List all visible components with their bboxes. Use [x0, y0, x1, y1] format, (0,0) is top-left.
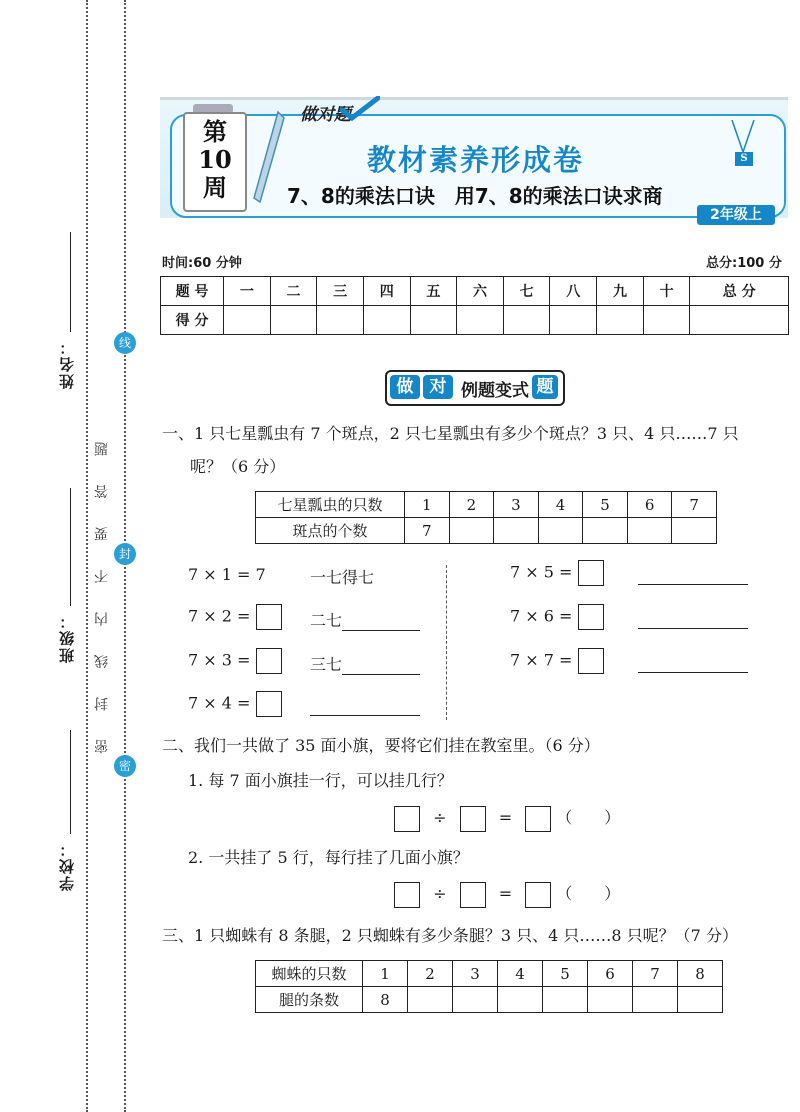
q3-answer-cell[interactable] — [543, 987, 588, 1013]
binding-dotted-line-outer — [86, 0, 88, 1112]
q1-eq6-row — [510, 604, 604, 630]
q1-col: 3 — [494, 492, 539, 518]
q1-text-line1: 一、1 只七星瓢虫有 7 个斑点，2 只七星瓢虫有多少个斑点？3 只、4 只……7 只 — [162, 424, 739, 443]
week-label: 第 — [203, 117, 227, 146]
page-subtitle: 7、8的乘法口诀 用7、8的乘法口诀求商 — [287, 184, 663, 208]
q1-eq7-answer-box[interactable] — [578, 648, 604, 674]
q1-eq6: 7 × 6 = — [510, 606, 573, 626]
seal-mi: 密 — [114, 755, 136, 777]
score-cell[interactable] — [224, 306, 271, 335]
q1-mnemonic2: 二七 — [310, 611, 343, 630]
q3-answer-cell[interactable] — [498, 987, 543, 1013]
q1-col: 1 — [405, 492, 450, 518]
score-table-header-row — [161, 277, 789, 306]
q3-answer-cell[interactable] — [678, 987, 723, 1013]
q2-sub1: 1. 每 7 面小旗挂一行，可以挂几行？ — [188, 771, 453, 790]
page-title: 教材素养形成卷 — [367, 143, 585, 177]
q2-eq1-div: ÷ — [433, 808, 447, 827]
week-unit: 周 — [203, 173, 227, 202]
q1-table — [255, 491, 717, 544]
week-number: 10 — [198, 145, 232, 174]
school-label: 学校： — [58, 840, 76, 891]
q1-eq7: 7 × 7 = — [510, 650, 573, 670]
q2-eq2-unit[interactable]: （ ） — [556, 884, 621, 903]
q1-mnemonic2-blank[interactable] — [342, 612, 420, 631]
q1-table-row2 — [256, 518, 717, 544]
score-header-cell: 十 — [643, 277, 690, 306]
q1-mnemonic2-row — [310, 608, 420, 631]
score-table — [160, 276, 789, 335]
q1-row1-label: 七星瓢虫的只数 — [256, 492, 405, 518]
q3-col: 7 — [633, 961, 678, 987]
grade-tag: 2年级上 — [697, 205, 775, 225]
q3-col: 1 — [363, 961, 408, 987]
series-badge: S — [735, 152, 753, 166]
q1-mnemonic7-blank[interactable] — [638, 654, 748, 673]
q1-col: 7 — [672, 492, 717, 518]
time-info: 时间:60 分钟 — [162, 256, 242, 271]
q3-given: 8 — [363, 987, 408, 1013]
brand-logo: 做对题 — [300, 105, 351, 125]
q1-mnemonic6-blank[interactable] — [638, 610, 748, 629]
q1-mnemonic4-blank[interactable] — [310, 697, 420, 716]
score-cell[interactable] — [317, 306, 364, 335]
q1-row2-label: 斑点的个数 — [256, 518, 405, 544]
score-header-cell: 四 — [363, 277, 410, 306]
q2-eq1-row — [394, 805, 620, 832]
q3-col: 2 — [408, 961, 453, 987]
q2-eq1-box1[interactable] — [394, 806, 420, 832]
q1-col: 4 — [538, 492, 583, 518]
q1-table-row1 — [256, 492, 717, 518]
score-header-cell: 题 号 — [161, 277, 224, 306]
seal-warning: 密 封 线 内 不 要 答 题 — [94, 430, 110, 754]
score-cell[interactable] — [363, 306, 410, 335]
q3-answer-cell[interactable] — [453, 987, 498, 1013]
section-chip-2: 对 — [423, 375, 453, 399]
total-score-info: 总分:100 分 — [706, 256, 782, 271]
q1-col: 2 — [449, 492, 494, 518]
q1-column-divider — [446, 565, 447, 720]
score-header-cell: 二 — [270, 277, 317, 306]
q2-eq1-unit[interactable]: （ ） — [556, 808, 621, 827]
q2-eq2-equals: = — [498, 884, 513, 903]
score-header-cell: 六 — [457, 277, 504, 306]
section-chip-3: 题 — [532, 375, 558, 399]
q3-text: 三、1 只蜘蛛有 8 条腿，2 只蜘蛛有多少条腿？3 只、4 只……8 只呢？（7 分） — [162, 926, 738, 945]
score-cell[interactable] — [457, 306, 504, 335]
q1-eq5: 7 × 5 = — [510, 562, 573, 582]
q1-eq2: 7 × 2 = — [188, 606, 251, 626]
score-header-cell: 七 — [503, 277, 550, 306]
q1-eq1: 7 × 1 = 7 — [188, 565, 266, 584]
q2-eq1-box3[interactable] — [525, 806, 551, 832]
q3-answer-cell[interactable] — [408, 987, 453, 1013]
score-table-score-row — [161, 306, 789, 335]
q1-mnemonic3: 三七 — [310, 655, 343, 674]
week-card — [183, 112, 247, 212]
q3-col: 4 — [498, 961, 543, 987]
badge-strings-icon — [728, 120, 758, 154]
class-label: 班级： — [58, 612, 76, 663]
q2-sub2: 2. 一共挂了 5 行，每行挂了几面小旗？ — [188, 848, 469, 867]
score-header-cell: 三 — [317, 277, 364, 306]
q3-table-row1 — [256, 961, 723, 987]
q3-answer-cell[interactable] — [588, 987, 633, 1013]
q1-eq7-row — [510, 648, 604, 674]
q1-eq2-row — [188, 604, 282, 630]
score-header-cell: 一 — [224, 277, 271, 306]
q1-col: 5 — [583, 492, 628, 518]
score-header-cell: 九 — [597, 277, 644, 306]
q1-mnemonic1: 一七得七 — [310, 568, 375, 587]
q3-col: 3 — [453, 961, 498, 987]
q2-eq1-equals: = — [498, 808, 513, 827]
q1-answer-cell[interactable] — [672, 518, 717, 544]
q3-row2-label: 腿的条数 — [256, 987, 363, 1013]
q1-eq4-row — [188, 691, 282, 717]
q1-eq3-row — [188, 648, 282, 674]
score-header-cell: 八 — [550, 277, 597, 306]
q3-row1-label: 蜘蛛的只数 — [256, 961, 363, 987]
q2-eq2-row — [394, 881, 620, 908]
q1-answer-cell[interactable] — [627, 518, 672, 544]
q2-eq2-box3[interactable] — [525, 882, 551, 908]
q1-answer-cell[interactable] — [538, 518, 583, 544]
q1-col: 6 — [627, 492, 672, 518]
q1-given: 7 — [405, 518, 450, 544]
q1-eq4-answer-box[interactable] — [256, 691, 282, 717]
q1-mnemonic3-row — [310, 652, 420, 675]
q2-eq1-box2[interactable] — [460, 806, 486, 832]
q1-eq5-answer-box[interactable] — [578, 560, 604, 586]
score-cell[interactable] — [410, 306, 457, 335]
q1-text-line2: 呢？（6 分） — [190, 457, 286, 476]
score-cell[interactable] — [597, 306, 644, 335]
q3-table — [255, 960, 723, 1013]
score-cell[interactable] — [643, 306, 690, 335]
q1-answer-cell[interactable] — [583, 518, 628, 544]
q3-table-row2 — [256, 987, 723, 1013]
q1-eq3: 7 × 3 = — [188, 650, 251, 670]
q1-eq3-answer-box[interactable] — [256, 648, 282, 674]
section-chip-1: 做 — [390, 375, 420, 399]
score-cell[interactable] — [690, 306, 789, 335]
class-line — [70, 488, 71, 606]
q1-eq6-answer-box[interactable] — [578, 604, 604, 630]
q3-col: 5 — [543, 961, 588, 987]
q2-eq2-box2[interactable] — [460, 882, 486, 908]
q1-answer-cell[interactable] — [449, 518, 494, 544]
q2-eq2-box1[interactable] — [394, 882, 420, 908]
name-line — [70, 232, 71, 332]
q1-eq2-answer-box[interactable] — [256, 604, 282, 630]
q1-eq4: 7 × 4 = — [188, 693, 251, 713]
q2-eq2-div: ÷ — [433, 884, 447, 903]
score-cell[interactable] — [503, 306, 550, 335]
name-label: 姓名： — [58, 338, 76, 389]
q1-answer-cell[interactable] — [494, 518, 539, 544]
q1-mnemonic5-blank[interactable] — [638, 566, 748, 585]
score-header-cell: 五 — [410, 277, 457, 306]
school-line — [70, 730, 71, 834]
seal-xian: 线 — [114, 332, 136, 354]
pen-icon — [248, 108, 288, 208]
score-header-cell: 总 分 — [690, 277, 789, 306]
q3-col: 6 — [588, 961, 633, 987]
q1-eq5-row — [510, 560, 604, 586]
q2-text: 二、我们一共做了 35 面小旗，要将它们挂在教室里。（6 分） — [162, 736, 600, 755]
check-icon — [340, 96, 380, 122]
section-text: 例题变式 — [461, 381, 529, 401]
seal-feng: 封 — [114, 543, 136, 565]
section-banner — [385, 370, 565, 406]
q3-col: 8 — [678, 961, 723, 987]
q1-mnemonic3-blank[interactable] — [342, 656, 420, 675]
q3-answer-cell[interactable] — [633, 987, 678, 1013]
score-cell[interactable] — [270, 306, 317, 335]
score-cell[interactable] — [550, 306, 597, 335]
score-row-label: 得 分 — [161, 306, 224, 335]
